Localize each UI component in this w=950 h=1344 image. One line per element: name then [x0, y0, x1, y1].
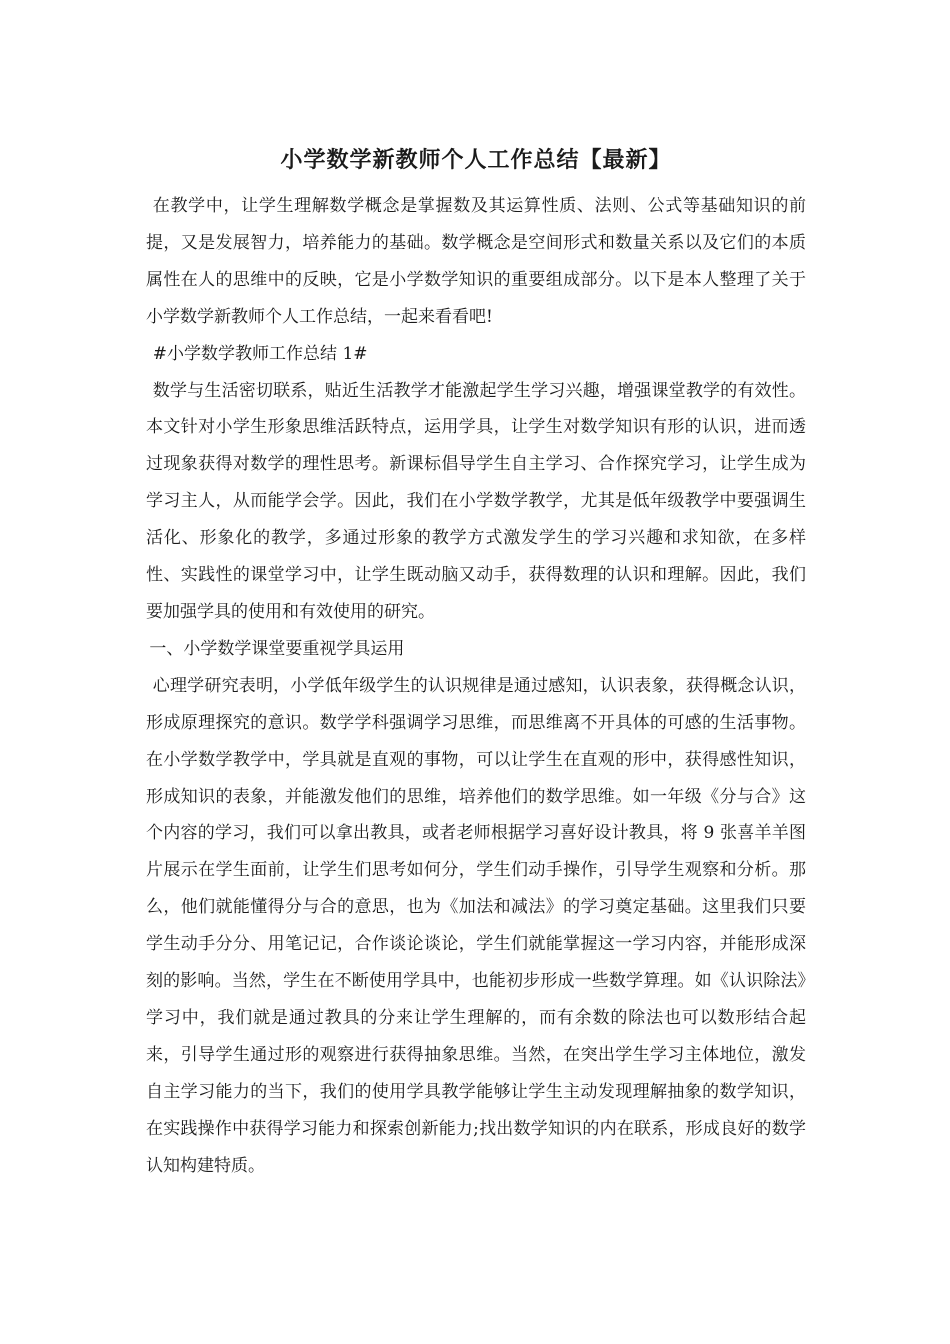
section-heading-1: 一、小学数学课堂要重视学具运用 — [149, 638, 405, 659]
body-paragraph-2: 心理学研究表明，小学低年级学生的认识规律是通过感知，认识表象，获得概念认识，形成原理探究的意识。数学学科强调学习思维，而思维离不开具体的可感的生活事物。在小学数学教学中，学具就是直观的事物，可以让学生在直观的形中，获得感性知识，形成知识的表象，并能激发他们的思维，培养他们的数学思维。如一年级《分与合》这个内容的学习，我们可以拿出教具，或者老师根据学习喜好设计教具，将 9 张喜羊羊图片展示在学生面前，让学生们思考如何分，学生们动手操作，引导学生观察和分析。那么，他们就能懂得分与合的意思，也为《加法和减法》的学习奠定基础。这里我们只要学生动手分分、用笔记记，合作谈论谈论，学生们就能掌握这一学习内容，并能形成深刻的影响。当然，学生在不断使用学具中，也能初步形成一些数学算理。如《认识除法》学习中，我们就是通过教具的分来让学生理解的，而有余数的除法也可以数形结合起来，引导学生通过形的观察进行获得抽象思维。当然，在突出学生学习主体地位，激发自主学习能力的当下，我们的使用学具教学能够让学生主动发现理解抽象的数学知识，在实践操作中获得学习能力和探索创新能力;找出数学知识的内在联系，形成良好的数学认知构建特质。 — [146, 675, 806, 1176]
intro-paragraph: 在教学中，让学生理解数学概念是掌握数及其运算性质、法则、公式等基础知识的前提，又是发展智力，培养能力的基础。数学概念是空间形式和数量关系以及它们的本质属性在人的思维中的反映，它是小学数学知识的重要组成部分。以下是本人整理了关于小学数学新教师个人工作总结，一起来看看吧! — [146, 196, 806, 327]
section-marker: #小学数学教师工作总结 1# — [152, 343, 368, 364]
document-page — [146, 140, 806, 1184]
body-paragraph-1: 数学与生活密切联系，贴近生活教学才能激起学生学习兴趣，增强课堂教学的有效性。本文针对小学生形象思维活跃特点，运用学具，让学生对数学知识有形的认识，进而透过现象获得对数学的理性思考。新课标倡导学生自主学习、合作探究学习，让学生成为学习主人，从而能学会学。因此，我们在小学数学教学，尤其是低年级教学中要强调生活化、形象化的教学，多通过形象的教学方式激发学生的学习兴趣和求知欲，在多样性、实践性的课堂学习中，让学生既动脑又动手，获得数理的认识和理解。因此，我们要加强学具的使用和有效使用的研究。 — [146, 380, 806, 622]
document-title: 小学数学新教师个人工作总结【最新】 — [280, 147, 672, 173]
